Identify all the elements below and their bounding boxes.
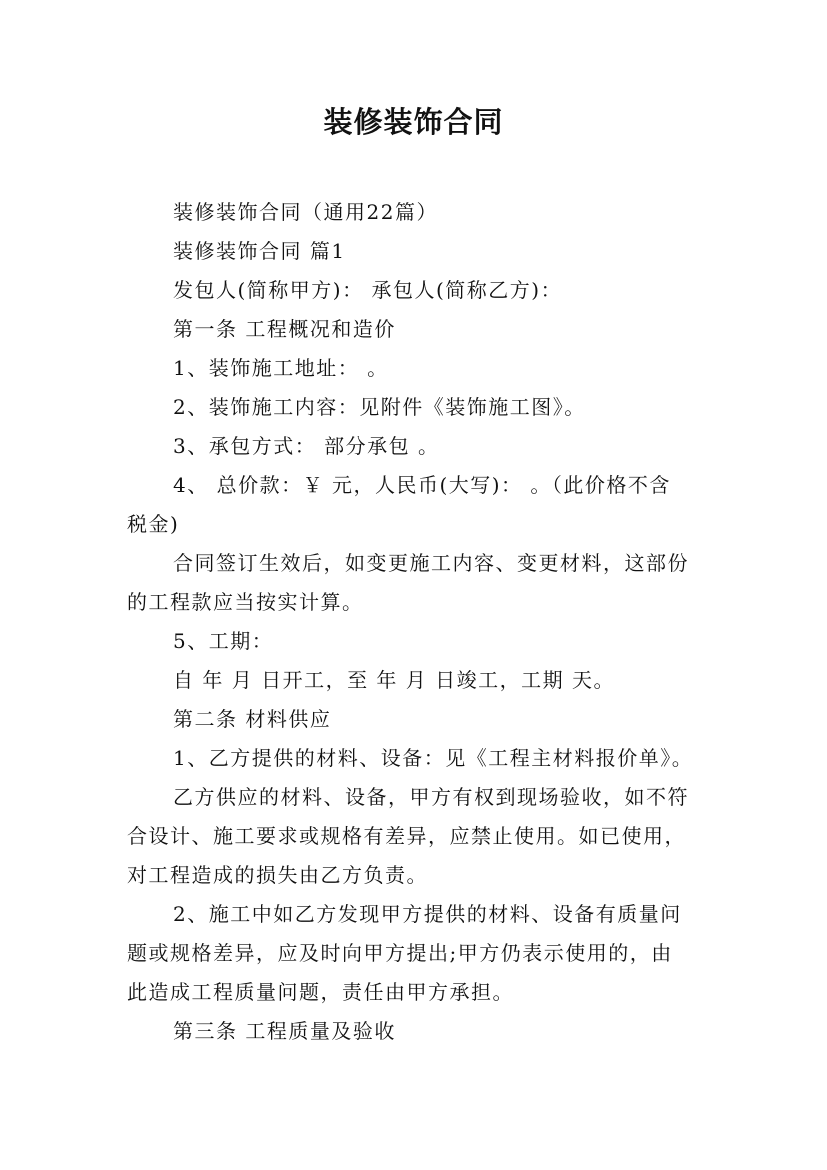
paragraph-line: 对工程造成的损失由乙方负责。 xyxy=(127,863,428,887)
paragraph-line: 合设计、施工要求或规格有差异，应禁止使用。如已使用， xyxy=(127,824,686,848)
paragraph-line: 此造成工程质量问题，责任由甲方承担。 xyxy=(127,980,514,1004)
section-heading xyxy=(127,700,717,739)
paragraph xyxy=(127,232,717,271)
paragraph xyxy=(127,895,717,1012)
paragraph-line: 第一条 工程概况和造价 xyxy=(173,317,396,341)
paragraph-line: 2、施工中如乙方发现甲方提供的材料、设备有质量问 xyxy=(173,902,682,926)
paragraph xyxy=(127,388,717,427)
paragraph-line: 乙方供应的材料、设备，甲方有权到现场验收，如不符 xyxy=(173,785,689,809)
paragraph xyxy=(127,739,717,778)
section-heading xyxy=(127,310,717,349)
paragraph-line: 合同签订生效后，如变更施工内容、变更材料，这部份 xyxy=(173,551,689,575)
paragraph-line: 装修装饰合同 篇1 xyxy=(173,239,346,263)
document-title: 装修装饰合同 xyxy=(323,105,504,139)
paragraph-line: 发包人(简称甲方)： 承包人(简称乙方)： xyxy=(173,278,563,302)
paragraph-line: 2、装饰施工内容：见附件《装饰施工图》。 xyxy=(173,395,586,419)
paragraph xyxy=(127,271,717,310)
paragraph xyxy=(127,349,717,388)
paragraph-line: 第二条 材料供应 xyxy=(173,707,332,731)
paragraph-line: 题或规格差异，应及时向甲方提出;甲方仍表示使用的，由 xyxy=(127,941,673,965)
paragraph xyxy=(127,661,717,700)
paragraph xyxy=(127,544,717,622)
paragraph-line: 自 年 月 日开工，至 年 月 日竣工，工期 天。 xyxy=(173,668,616,692)
paragraph xyxy=(127,778,717,895)
paragraph-line: 装修装饰合同（通用22篇） xyxy=(173,200,438,224)
paragraph-line: 1、装饰施工地址： 。 xyxy=(173,356,389,380)
paragraph-line: 1、乙方提供的材料、设备：见《工程主材料报价单》。 xyxy=(173,746,694,770)
paragraph xyxy=(127,622,717,661)
section-heading xyxy=(127,1012,717,1051)
paragraph xyxy=(127,193,717,232)
paragraph xyxy=(127,466,717,544)
paragraph-line: 3、承包方式： 部分承包 。 xyxy=(173,434,440,458)
paragraph-line: 税金) xyxy=(127,512,180,536)
paragraph-line: 5、工期： xyxy=(173,629,274,653)
paragraph-line: 4、 总价款：￥ 元，人民币(大写)： 。（此价格不含 xyxy=(173,473,671,497)
paragraph-line: 的工程款应当按实计算。 xyxy=(127,590,364,614)
paragraph xyxy=(127,427,717,466)
paragraph-line: 第三条 工程质量及验收 xyxy=(173,1019,396,1043)
